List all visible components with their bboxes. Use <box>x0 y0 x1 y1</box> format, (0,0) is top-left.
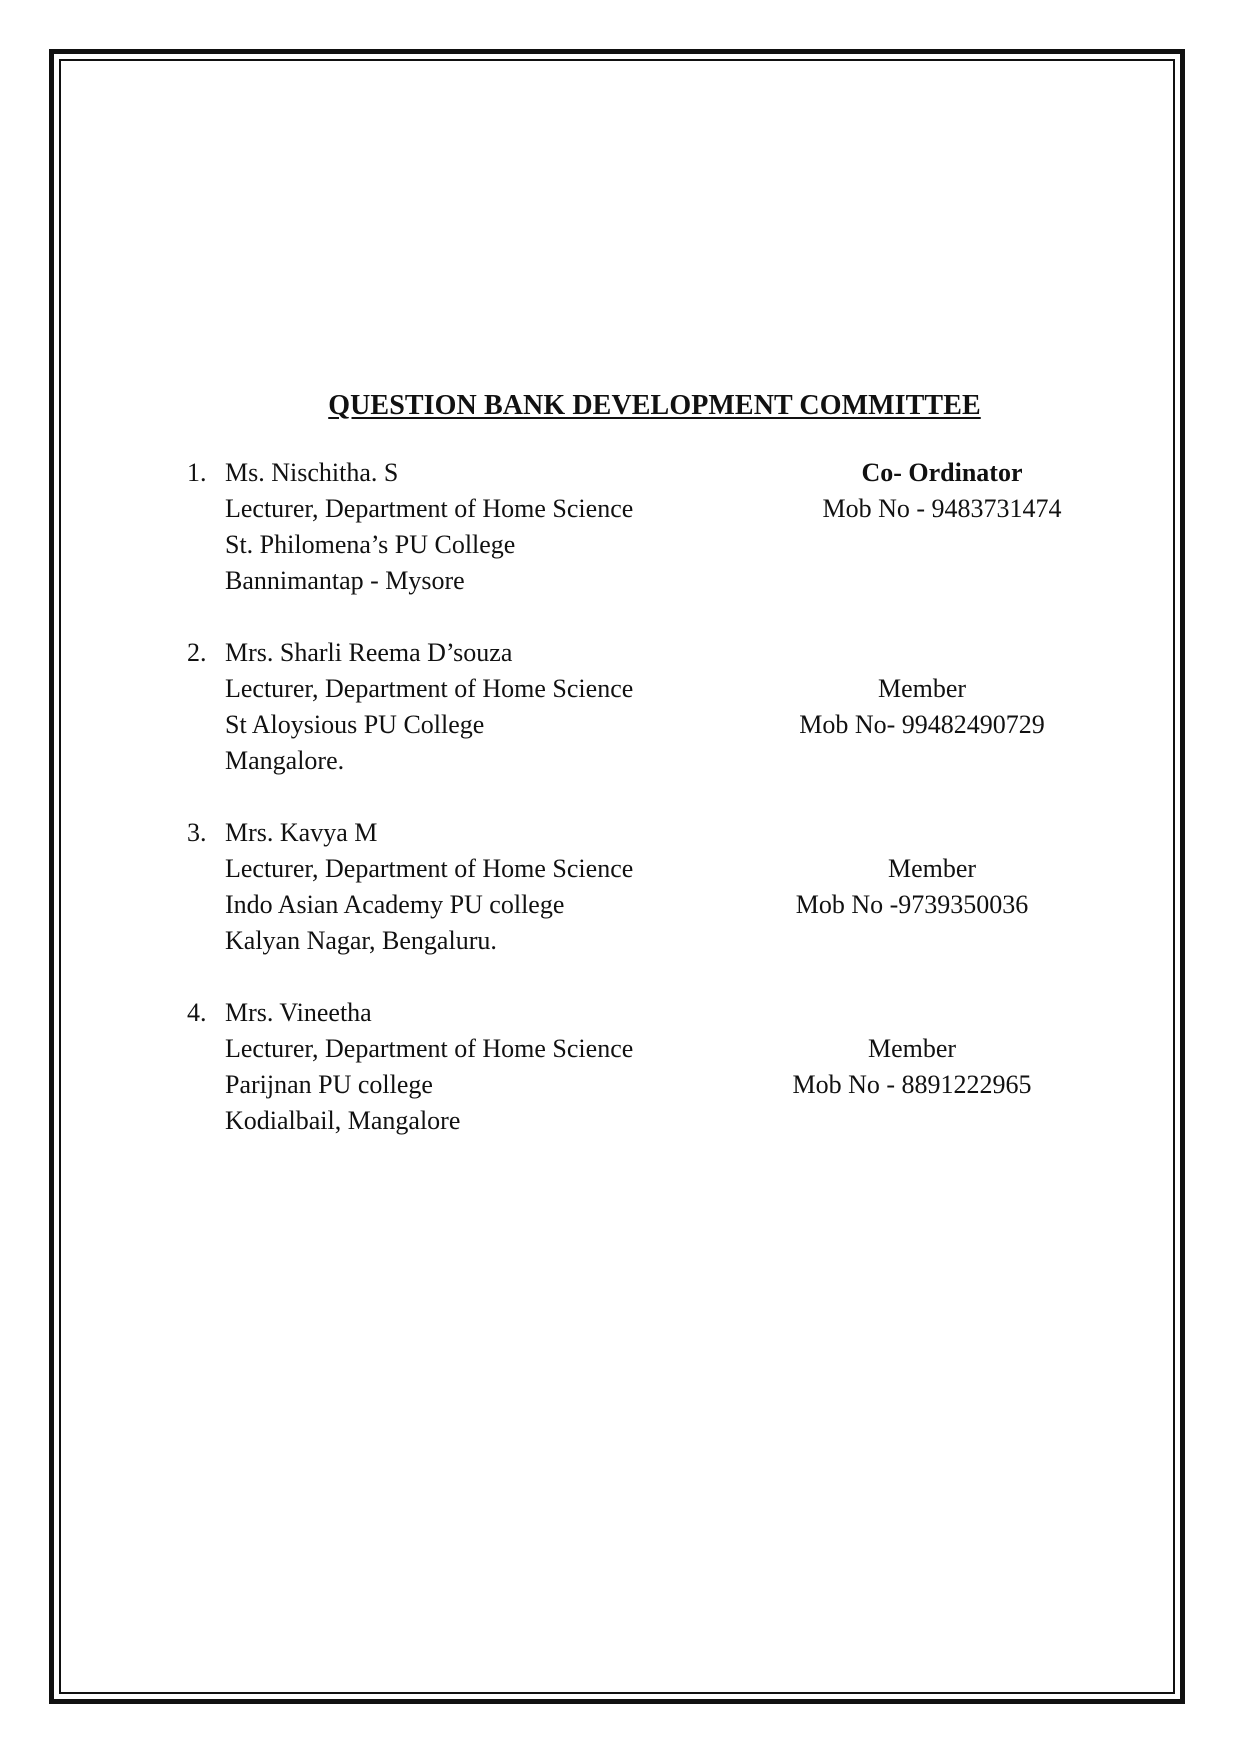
member-number: 4. <box>187 998 207 1027</box>
member-mobile: Mob No - 8891222965 <box>792 1070 1032 1099</box>
member-college: Indo Asian Academy PU college <box>225 890 565 919</box>
member-name: Mrs. Kavya M <box>225 818 378 847</box>
member-location: Bannimantap - Mysore <box>225 566 465 595</box>
member-role: Member <box>867 1034 957 1063</box>
member-name: Mrs. Sharli Reema D’souza <box>225 638 513 667</box>
member-number: 3. <box>187 818 207 847</box>
member-role: Member <box>877 674 967 703</box>
member-mobile: Mob No -9739350036 <box>795 890 1029 919</box>
member-number: 1. <box>187 458 207 487</box>
member-designation: Lecturer, Department of Home Science <box>225 1034 634 1063</box>
member-mobile: Mob No - 9483731474 <box>822 494 1062 523</box>
member-college: Parijnan PU college <box>225 1070 433 1099</box>
member-location: Kodialbail, Mangalore <box>225 1106 461 1135</box>
member-designation: Lecturer, Department of Home Science <box>225 494 634 523</box>
member-mobile: Mob No- 99482490729 <box>799 710 1045 739</box>
member-location: Mangalore. <box>225 746 345 775</box>
member-college: St. Philomena’s PU College <box>225 530 516 559</box>
member-name: Mrs. Vineetha <box>225 998 372 1027</box>
member-location: Kalyan Nagar, Bengaluru. <box>225 926 497 955</box>
member-designation: Lecturer, Department of Home Science <box>225 674 634 703</box>
member-number: 2. <box>187 638 207 667</box>
member-designation: Lecturer, Department of Home Science <box>225 854 634 883</box>
member-role: Member <box>887 854 977 883</box>
member-college: St Aloysious PU College <box>225 710 485 739</box>
page-title: QUESTION BANK DEVELOPMENT COMMITTEE <box>328 390 981 421</box>
member-role: Co- Ordinator <box>861 458 1023 487</box>
member-name: Ms. Nischitha. S <box>225 458 399 487</box>
